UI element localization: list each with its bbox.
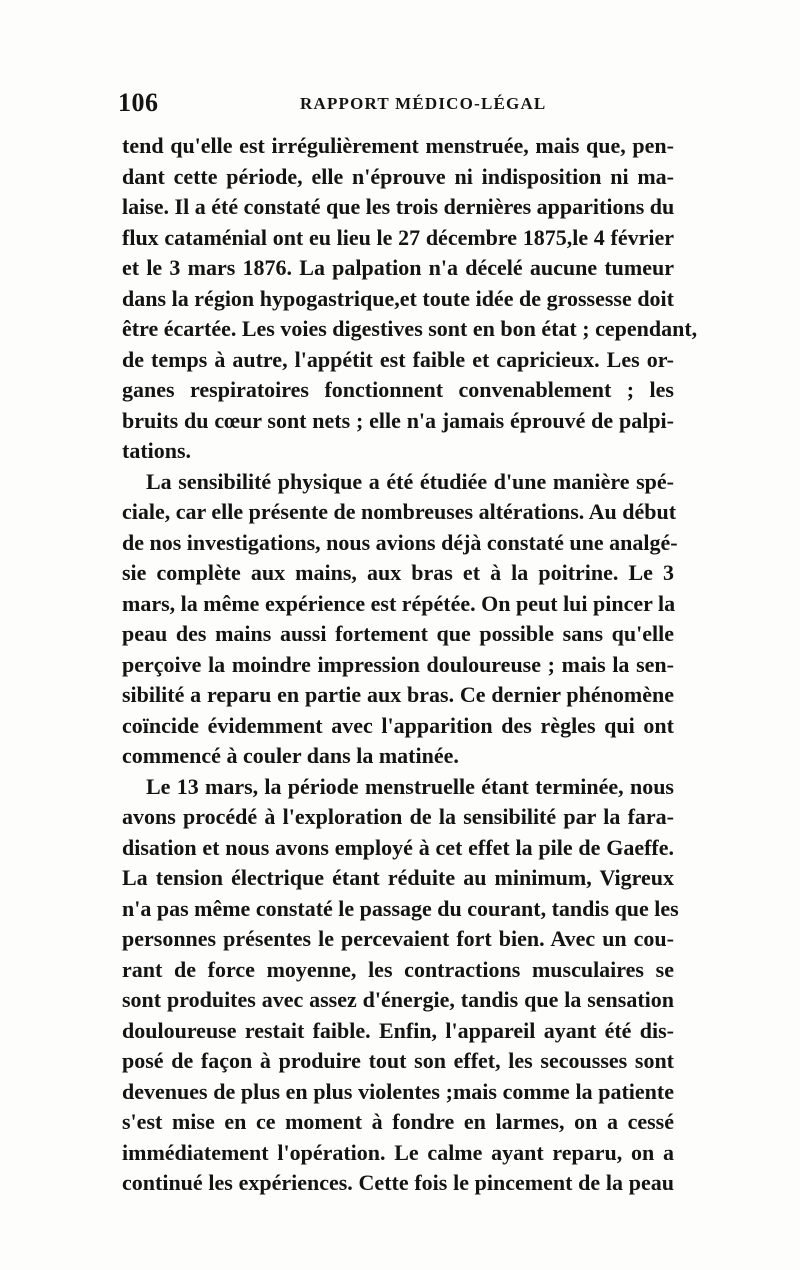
text-line: être écartée. Les voies digestives sont en bon état ; cependant, (122, 316, 698, 341)
running-head (118, 88, 680, 118)
text-line: La sensibilité physique a été étudiée d'une manière spé- (146, 468, 674, 494)
text-line: ganes respiratoires fonctionnent convenablement ; les (122, 377, 674, 402)
text-line: de temps à autre, l'appétit est faible et capricieux. Les or- (122, 346, 674, 372)
text-line: Le 13 mars, la période menstruelle étant terminée, nous (146, 773, 674, 799)
text-line: coïncide évidemment avec l'apparition des règles qui ont (122, 712, 674, 738)
text-line: personnes présentes le percevaient fort bien. Avec un cou- (122, 926, 674, 951)
page-number: 106 (118, 88, 159, 117)
text-line: disation et nous avons employé à cet effet la pile de Gaeffe. (122, 834, 674, 860)
text-line: sibilité a reparu en partie aux bras. Ce dernier phénomène (122, 682, 674, 707)
paragraph-3 (122, 772, 679, 1199)
text-line: flux cataménial ont eu lieu le 27 décembre 1875,le 4 février (122, 224, 674, 250)
text-line: et le 3 mars 1876. La palpation n'a décelé aucune tumeur (122, 255, 674, 280)
paragraph-2 (122, 467, 678, 772)
text-line: sie complète aux mains, aux bras et à la poitrine. Le 3 (122, 560, 674, 585)
running-title: RAPPORT MÉDICO-LÉGAL (300, 94, 547, 113)
text-line: perçoive la moindre impression douloureuse ; mais la sen- (122, 651, 674, 677)
text-line: continué les expériences. Cette fois le pincement de la peau (122, 1170, 674, 1195)
text-line: laise. Il a été constaté que les trois dernières apparitions du (122, 194, 675, 219)
text-line: dant cette période, elle n'éprouve ni indisposition ni ma- (122, 163, 674, 189)
text-line: peau des mains aussi fortement que possible sans qu'elle (122, 621, 674, 646)
text-line: mars, la même expérience est répétée. On peut lui pincer la (122, 590, 676, 616)
text-line: posé de façon à produire tout son effet, les secousses sont (122, 1048, 674, 1073)
text-line: devenues de plus en plus violentes ;mais comme la patiente (122, 1078, 674, 1104)
text-line: rant de force moyenne, les contractions musculaires se (122, 956, 674, 982)
text-line: La tension électrique étant réduite au minimum, Vigreux (122, 865, 674, 890)
text-line: tations. (122, 438, 192, 463)
text-line: ciale, car elle présente de nombreuses altérations. Au début (122, 499, 677, 524)
text-line: dans la région hypogastrique,et toute idée de grossesse doit (122, 285, 674, 311)
text-line: s'est mise en ce moment à fondre en larmes, on a cessé (122, 1109, 674, 1134)
text-line: de nos investigations, nous avions déjà constaté une analgé- (122, 529, 678, 555)
body-text (122, 131, 698, 1199)
paragraph-1 (122, 131, 698, 467)
text-line: commencé à couler dans la matinée. (122, 743, 459, 768)
text-line: avons procédé à l'exploration de la sensibilité par la fara- (122, 804, 674, 829)
text-line: douloureuse restait faible. Enfin, l'appareil ayant été dis- (122, 1017, 674, 1043)
text-line: sont produites avec assez d'énergie, tandis que la sensation (122, 987, 674, 1012)
text-line: n'a pas même constaté le passage du courant, tandis que les (122, 895, 679, 921)
text-line: tend qu'elle est irrégulièrement menstruée, mais que, pen- (122, 133, 674, 158)
text-line: immédiatement l'opération. Le calme ayant reparu, on a (122, 1139, 674, 1165)
text-line: bruits du cœur sont nets ; elle n'a jamais éprouvé de palpi- (122, 407, 674, 433)
